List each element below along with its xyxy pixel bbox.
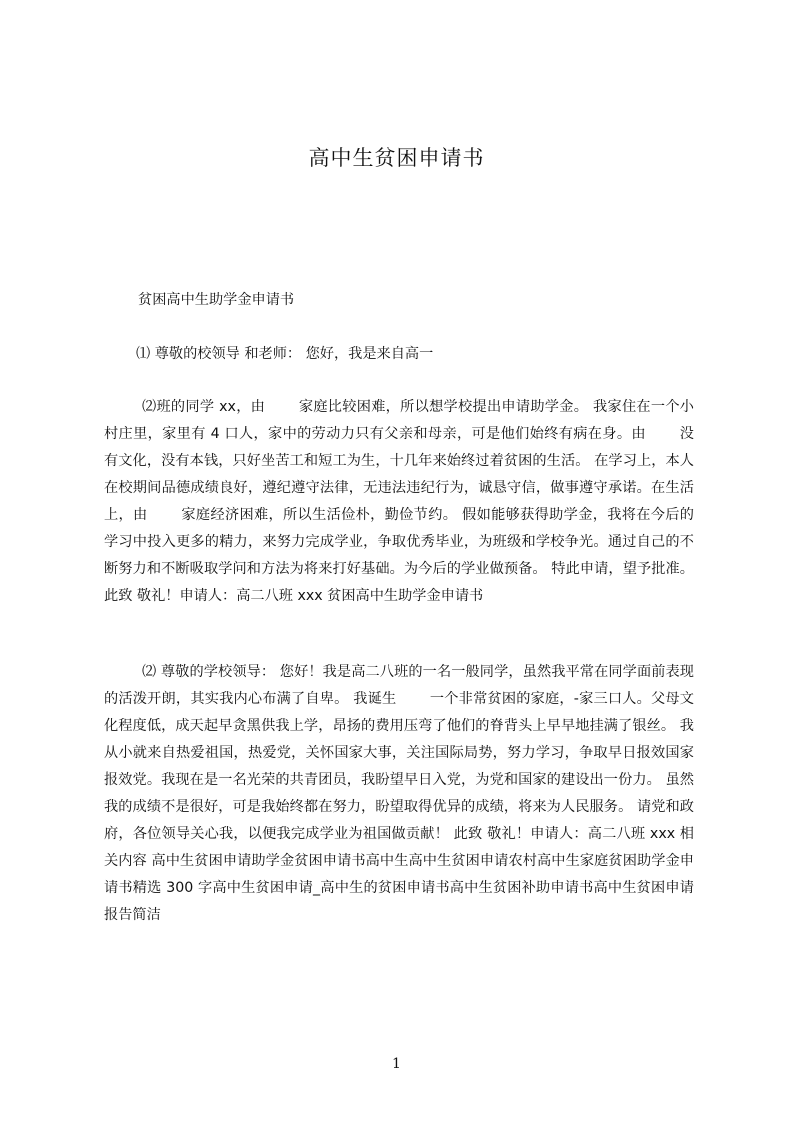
document-title: 高中生贫困申请书 bbox=[308, 146, 485, 170]
paragraph-2: ⑵班的同学 xx，由 家庭比较困难，所以想学校提出申请助学金。 我家住在一个小村庄里，家里有 4 口人，家中的劳动力只有父亲和母亲，可是他们始终有病在身。由 没有文化，没有本钱，只好坐苦工和短工为生，十几年来始终过着贫困的生活。 在学习上，本人在校期间品德成绩良好，遵纪遵守法律，无违法违纪行为，诚恳守信，做事遵守承诺。在生活上，由 家庭经济困难，所以生活俭朴，勤俭节约。 假如能够获得助学金，我将在今后的学习中投入更多的精力，来努力完成学业，争取优秀毕业，为班级和学校争光。通过自己的不断努力和不断吸取学问和方法为将来打好基础。为今后的学业做预备。 特此申请，望予批准。 此致 敬礼！申请人：高二八班 xxx 贫困高中生助学金申请书 bbox=[104, 399, 694, 604]
document-subtitle: 贫困高中生助学金申请书 bbox=[138, 292, 295, 308]
paragraph-3: ⑵ 尊敬的学校领导： 您好！我是高二八班的一名一般同学，虽然我平常在同学面前表现的活泼开朗，其实我内心布满了自卑。 我诞生 一个非常贫困的家庭，-家三口人。父母文化程度低，成天起早贪黑供我上学，昂扬的费用压弯了他们的脊背头上早早地挂满了银丝。 我从小就来自热爱祖国，热爱党，关怀国家大事，关注国际局势，努力学习，争取早日报效国家报效党。我现在是一名光荣的共青团员，我盼望早日入党，为党和国家的建设出一份力。 虽然我的成绩不是很好，可是我始终都在努力，盼望取得优异的成绩，将来为人民服务。 请党和政府，各位领导关心我，以便我完成学业为祖国做贡献！ 此致 敬礼！申请人：高二八班 xxx 相关内容 高中生贫困申请助学金贫困申请书高中生高中生贫困申请农村高中生家庭贫困助学金申请书精选 300 字高中生贫困申请_高中生的贫困申请书高中生贫困补助申请书高中生贫困申请报告简洁 bbox=[104, 664, 694, 923]
paragraph-1: ⑴ 尊敬的校领导 和老师： 您好，我是来自高一 bbox=[136, 346, 434, 362]
page-number: 1 bbox=[392, 1056, 401, 1072]
